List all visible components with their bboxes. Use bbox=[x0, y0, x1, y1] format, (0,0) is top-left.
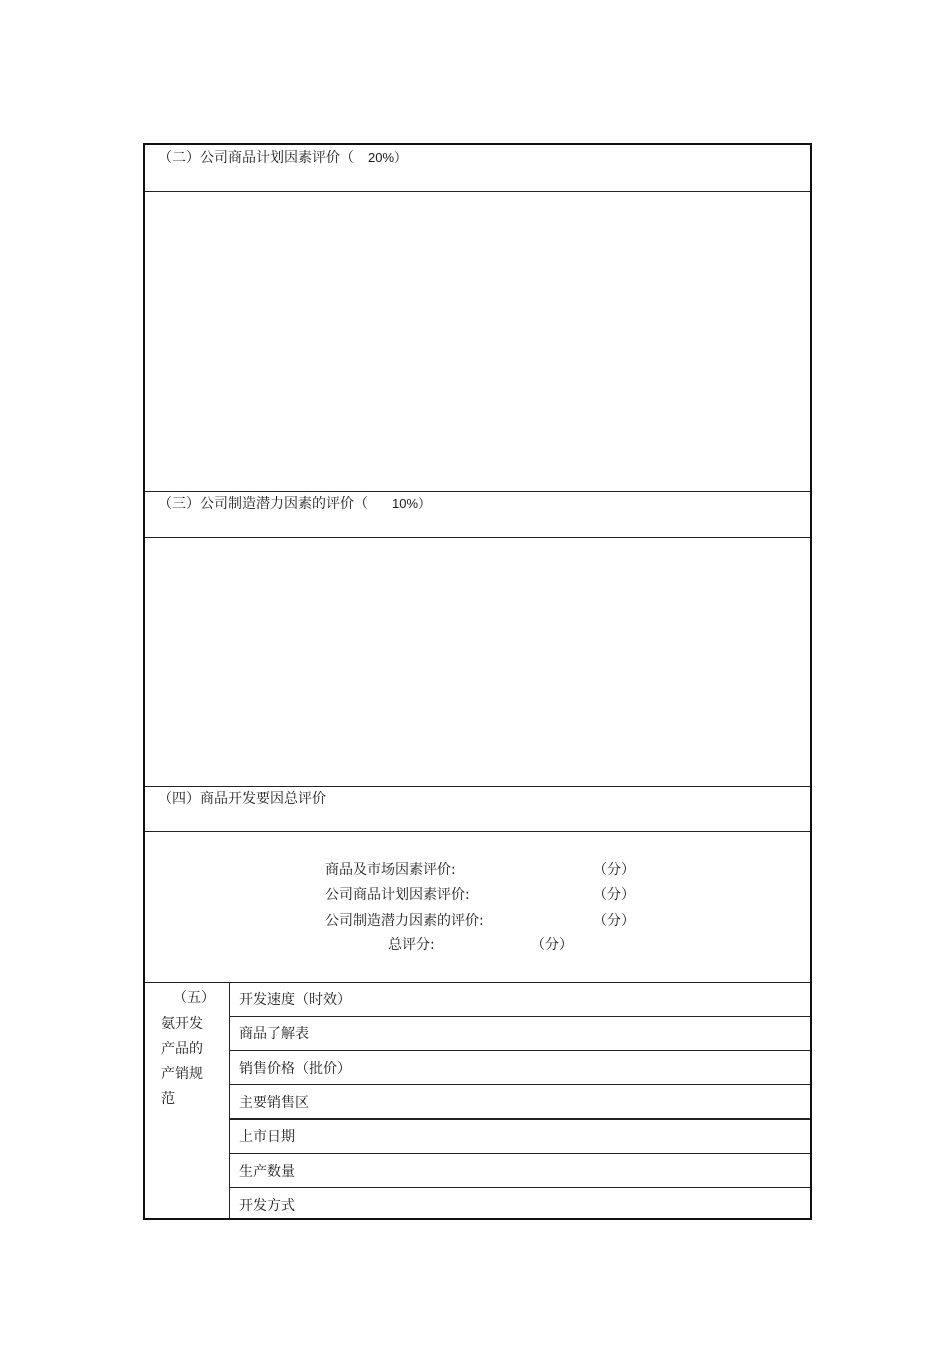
divider bbox=[145, 831, 810, 832]
score-plan-label: 公司商品计划因素评价: bbox=[325, 887, 470, 903]
section3-title: （三）公司制造潜力因素的评价（ 10%） bbox=[158, 496, 432, 512]
score-market-unit: （分） bbox=[593, 862, 635, 878]
divider bbox=[145, 786, 810, 787]
section3-content-area[interactable] bbox=[145, 538, 810, 786]
section5-title-line: 氨开发 bbox=[161, 1016, 203, 1032]
column-divider bbox=[229, 983, 230, 1220]
row-label-production-quantity: 生产数量 bbox=[239, 1164, 295, 1180]
score-manufacturing-label: 公司制造潜力因素的评价: bbox=[325, 913, 484, 929]
row-divider bbox=[229, 1153, 810, 1154]
section5-title-line: 产品的 bbox=[161, 1041, 203, 1057]
row-divider bbox=[229, 1187, 810, 1188]
row-divider bbox=[229, 1084, 810, 1085]
section2-title: （二）公司商品计划因素评价（ 20%） bbox=[158, 150, 408, 166]
total-score-unit: （分） bbox=[531, 937, 573, 953]
row-label-development-speed: 开发速度（时效） bbox=[239, 992, 351, 1008]
section5-title-line: 产销规 bbox=[161, 1066, 203, 1082]
total-score-label: 总评分: bbox=[388, 937, 435, 953]
row-label-development-method: 开发方式 bbox=[239, 1198, 295, 1214]
score-plan-unit: （分） bbox=[593, 887, 635, 903]
section5-title-line: 范 bbox=[161, 1091, 175, 1107]
row-label-sales-region: 主要销售区 bbox=[239, 1095, 309, 1111]
row-divider bbox=[229, 1118, 810, 1120]
row-divider bbox=[229, 1016, 810, 1017]
row-label-launch-date: 上市日期 bbox=[239, 1129, 295, 1145]
divider bbox=[145, 491, 810, 492]
evaluation-form bbox=[143, 143, 812, 1220]
divider bbox=[145, 982, 810, 983]
row-label-sales-price: 销售价格（批价） bbox=[239, 1061, 351, 1077]
row-label-product-info: 商品了解表 bbox=[239, 1026, 309, 1042]
score-manufacturing-unit: （分） bbox=[593, 913, 635, 929]
row-divider bbox=[229, 1050, 810, 1051]
score-market-label: 商品及市场因素评价: bbox=[325, 862, 456, 878]
section5-title-line: （五） bbox=[173, 990, 215, 1006]
section2-content-area[interactable] bbox=[145, 192, 810, 491]
section4-title: （四）商品开发要因总评价 bbox=[158, 791, 326, 807]
